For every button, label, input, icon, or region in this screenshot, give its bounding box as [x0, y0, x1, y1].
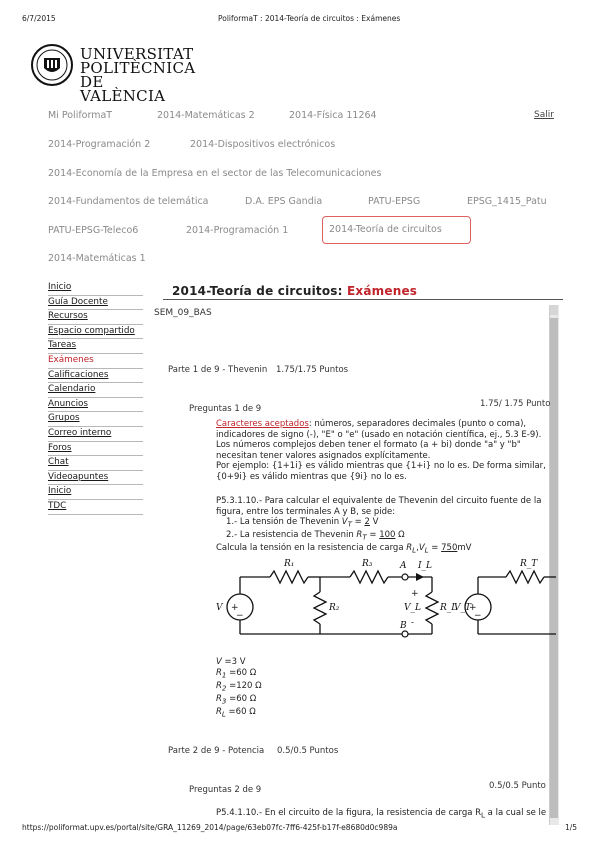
- tab-programacion-1[interactable]: 2014-Programación 1: [186, 225, 289, 236]
- print-date: 6/7/2015: [22, 14, 56, 23]
- problem-calc: Calcula la tensión en la resistencia de carga $R_L,V_L = 750mV$: [216, 543, 472, 556]
- item-2-var: R: [356, 530, 363, 541]
- accepted-characters-link[interactable]: Caracteres aceptados: [216, 419, 309, 429]
- item-2-unit: Ω: [395, 530, 405, 541]
- value-rl: [216, 707, 262, 720]
- problem-item-1: [216, 517, 548, 530]
- print-page-number: 1/5: [565, 823, 578, 832]
- tab-fundamentos-telematica[interactable]: 2014-Fundamentos de telemática: [48, 196, 209, 207]
- tab-programacion-2[interactable]: 2014-Programación 2: [48, 139, 151, 150]
- circuit-label-r2: R₂: [329, 603, 340, 613]
- value-rl-sub: L: [221, 709, 226, 719]
- question-2-label: Preguntas 2 de 9: [189, 785, 262, 795]
- svg-text:−: −: [236, 611, 244, 621]
- sidebar-item-tareas[interactable]: Tareas: [48, 339, 143, 354]
- tab-economia[interactable]: 2014-Economía de la Empresa en el sector de las Telecomunicaciones: [48, 168, 382, 179]
- tab-epsg-patu[interactable]: EPSG_1415_Patu: [467, 196, 547, 207]
- value-v-val: =3 V: [221, 657, 246, 667]
- question-2-score: 0.5/0.5 Punto: [489, 781, 546, 791]
- part-1-score: 1.75/1.75 Puntos: [275, 365, 349, 375]
- tab-patu-teleco6[interactable]: PATU-EPSG-Teleco6: [48, 225, 139, 236]
- item-1-eq: =: [351, 517, 365, 527]
- circuit-label-r1: R₁: [284, 559, 295, 569]
- circuit-label-minus: -: [411, 618, 415, 628]
- part-2-score: 0.5/0.5 Puntos: [276, 746, 339, 756]
- resistor-rl-symbol: [426, 592, 438, 624]
- instructions-line-6: {0+9i} es válido mientras que {9i} no lo es.: [216, 471, 407, 482]
- calc-sub: L: [412, 546, 417, 556]
- sidebar-item-recursos[interactable]: Recursos: [48, 310, 143, 325]
- value-r1-val: =60 Ω: [226, 667, 257, 678]
- instructions-line-5: Por ejemplo: {1+1i} es válido mientras que {1+i} no lo es. De forma similar,: [216, 461, 546, 471]
- resistor-rt-symbol: [506, 571, 544, 583]
- resistor-r3-symbol: [350, 571, 388, 583]
- sidebar-item-espacio-compartido[interactable]: Espacio compartido: [48, 325, 143, 340]
- q2-text: P5.4.1.10.- En el circuito de la figura, la resistencia de carga R: [216, 808, 482, 818]
- tab-teoria-circuitos[interactable]: 2014-Teoría de circuitos: [322, 216, 471, 244]
- value-r2-val: =120 Ω: [226, 680, 262, 691]
- logo-line-1: UNIVERSITAT: [80, 45, 194, 63]
- value-r3-val: =60 Ω: [226, 693, 257, 704]
- question-1-instructions: [216, 419, 546, 482]
- value-r3: [216, 694, 262, 707]
- circuit-label-rl: R_L: [440, 603, 458, 613]
- part-1-label: [168, 365, 348, 375]
- sidebar-item-videoapuntes[interactable]: Videoapuntes: [48, 471, 143, 486]
- logo-line-2: POLITÈCNICA: [80, 59, 196, 77]
- accepted-characters-text: : números, separadores decimales (punto o coma),: [308, 419, 527, 429]
- upv-seal-icon: [30, 42, 74, 88]
- logo-line-3: DE VALÈNCIA: [80, 73, 166, 105]
- circuit-label-a: A: [400, 561, 407, 571]
- print-url: https://poliformat.upv.es/portal/site/GRA_11269_2014/page/63eb07fc-7ff6-425f-b17f-e8680d0c989a: [22, 823, 398, 832]
- sidebar-item-anuncios[interactable]: Anuncios: [48, 398, 143, 413]
- item-1-sub: T: [347, 519, 352, 529]
- sidebar-item-inicio-2[interactable]: Inicio: [48, 485, 143, 500]
- tab-da-eps-gandia[interactable]: D.A. EPS Gandia: [245, 196, 323, 207]
- value-r3-sub: 3: [221, 696, 227, 706]
- sidebar-item-correo-interno[interactable]: Correo interno: [48, 427, 143, 442]
- question-2-statement: [216, 808, 546, 821]
- value-r1: [216, 668, 262, 681]
- page-title-site: 2014-Teoría de circuitos:: [172, 284, 343, 298]
- circuit-label-plus: +: [411, 589, 419, 599]
- sidebar-item-tdc[interactable]: TDC: [48, 500, 143, 515]
- thevenin-circuit-diagram: [200, 552, 560, 652]
- terminal-b-symbol: [402, 631, 408, 637]
- calc-sub-2: L: [424, 546, 429, 556]
- scroll-up-arrow[interactable]: [550, 305, 558, 315]
- tab-mi-poliformat[interactable]: Mi PoliformaT: [48, 110, 113, 121]
- calc-label: Calcula la tensión en la resistencia de carga: [216, 543, 404, 554]
- value-r3-name: R: [216, 693, 222, 704]
- part-1-title: Parte 1 de 9 - Thevenin: [168, 365, 268, 375]
- svg-text:+: +: [231, 603, 239, 613]
- sidebar-item-calendario[interactable]: Calendario: [48, 383, 143, 398]
- page-title-tool: Exámenes: [347, 284, 418, 298]
- q2-text-sub: L: [481, 810, 485, 820]
- sidebar-item-foros[interactable]: Foros: [48, 442, 143, 457]
- tab-patu-epsg[interactable]: PATU-EPSG: [368, 196, 421, 207]
- svg-text:+: +: [469, 603, 477, 613]
- exam-name: SEM_09_BAS: [154, 308, 212, 318]
- value-rl-name: R: [216, 707, 222, 718]
- tab-matematicas-1[interactable]: 2014-Matemáticas 1: [48, 253, 146, 264]
- part-2-label: [168, 746, 338, 756]
- circuit-label-rt: R_T: [520, 559, 538, 569]
- item-2-sub: T: [362, 532, 367, 542]
- circuit-label-v: V: [216, 603, 223, 613]
- current-arrow-icon: [416, 573, 424, 581]
- circuit-label-vl: V_L: [404, 603, 421, 613]
- instructions-line-4: necesitan tener valores asignados explícitamente.: [216, 450, 431, 461]
- question-1-values: [216, 657, 262, 720]
- calc-var: R: [406, 543, 413, 554]
- item-1-unit: V: [369, 517, 379, 527]
- value-r2-name: R: [216, 680, 222, 691]
- sidebar-item-guia-docente[interactable]: Guía Docente: [48, 296, 143, 311]
- value-r2: [216, 681, 262, 694]
- tab-matematicas-2[interactable]: 2014-Matemáticas 2: [157, 110, 255, 121]
- terminal-a-symbol: [402, 574, 408, 580]
- circuit-label-b: B: [400, 621, 407, 631]
- q2-text-end: a la cual se le: [484, 808, 547, 818]
- answer-1-value[interactable]: 2: [364, 517, 370, 527]
- value-r1-name: R: [216, 667, 222, 678]
- item-2-label: 2.- La resistencia de Thevenin: [226, 530, 354, 541]
- instructions-line-2: indicadores de signo (-), "E" o "e" (usado en notación científica, ej., 5.3 E-9).: [216, 429, 542, 440]
- logout-link[interactable]: Salir: [534, 110, 554, 120]
- problem-line-2: figura, entre los terminales A y B, se pide:: [216, 506, 396, 517]
- question-1-statement: [216, 496, 548, 557]
- answer-2-value[interactable]: 100: [379, 530, 396, 541]
- resistor-r1-symbol: [270, 571, 308, 583]
- calc-var-2: V: [418, 543, 425, 554]
- answer-3-value[interactable]: 750: [441, 543, 458, 554]
- sidebar-item-examenes[interactable]: Exámenes: [48, 354, 143, 369]
- problem-line-1: P5.3.1.10.- Para calcular el equivalente de Thevenin del circuito fuente de la: [216, 496, 542, 506]
- sidebar-item-grupos[interactable]: Grupos: [48, 412, 143, 427]
- question-1-label: Preguntas 1 de 9: [189, 404, 262, 414]
- question-1-score: 1.75/ 1.75 Punto: [480, 399, 551, 409]
- title-divider: [163, 299, 563, 300]
- resistor-r2-symbol: [314, 592, 326, 624]
- calc-unit: mV: [457, 543, 472, 554]
- svg-text:−: −: [474, 611, 482, 621]
- sidebar-item-calificaciones[interactable]: Calificaciones: [48, 369, 143, 384]
- item-1-var: V: [341, 517, 348, 527]
- instructions-line-3: Los números complejos deben tener el formato (a + bi) donde "a" y "b": [216, 440, 521, 450]
- value-r1-sub: 1: [221, 670, 227, 680]
- value-v: [216, 657, 262, 668]
- upv-logo[interactable]: [30, 42, 196, 105]
- tab-fisica[interactable]: 2014-Física 11264: [289, 110, 377, 121]
- circuit-label-r3: R₃: [362, 559, 373, 569]
- page-title: [172, 284, 417, 298]
- value-rl-val: =60 Ω: [225, 707, 256, 718]
- tab-dispositivos[interactable]: 2014-Dispositivos electrónicos: [190, 139, 336, 150]
- sidebar-item-chat[interactable]: Chat: [48, 456, 143, 471]
- value-v-name: V: [216, 657, 222, 667]
- print-page-title: PoliformaT : 2014-Teoría de circuitos : Exámenes: [218, 14, 401, 23]
- item-2-eq: =: [366, 530, 380, 541]
- problem-item-2: [216, 530, 548, 543]
- circuit-label-vt: V_T: [454, 603, 472, 613]
- part-2-title: Parte 2 de 9 - Potencia: [168, 746, 265, 756]
- item-1-label: 1.- La tensión de Thevenin: [226, 517, 340, 527]
- circuit-label-il: I_L: [418, 561, 433, 571]
- value-r2-sub: 2: [221, 683, 227, 693]
- sidebar-item-inicio[interactable]: Inicio: [48, 281, 143, 296]
